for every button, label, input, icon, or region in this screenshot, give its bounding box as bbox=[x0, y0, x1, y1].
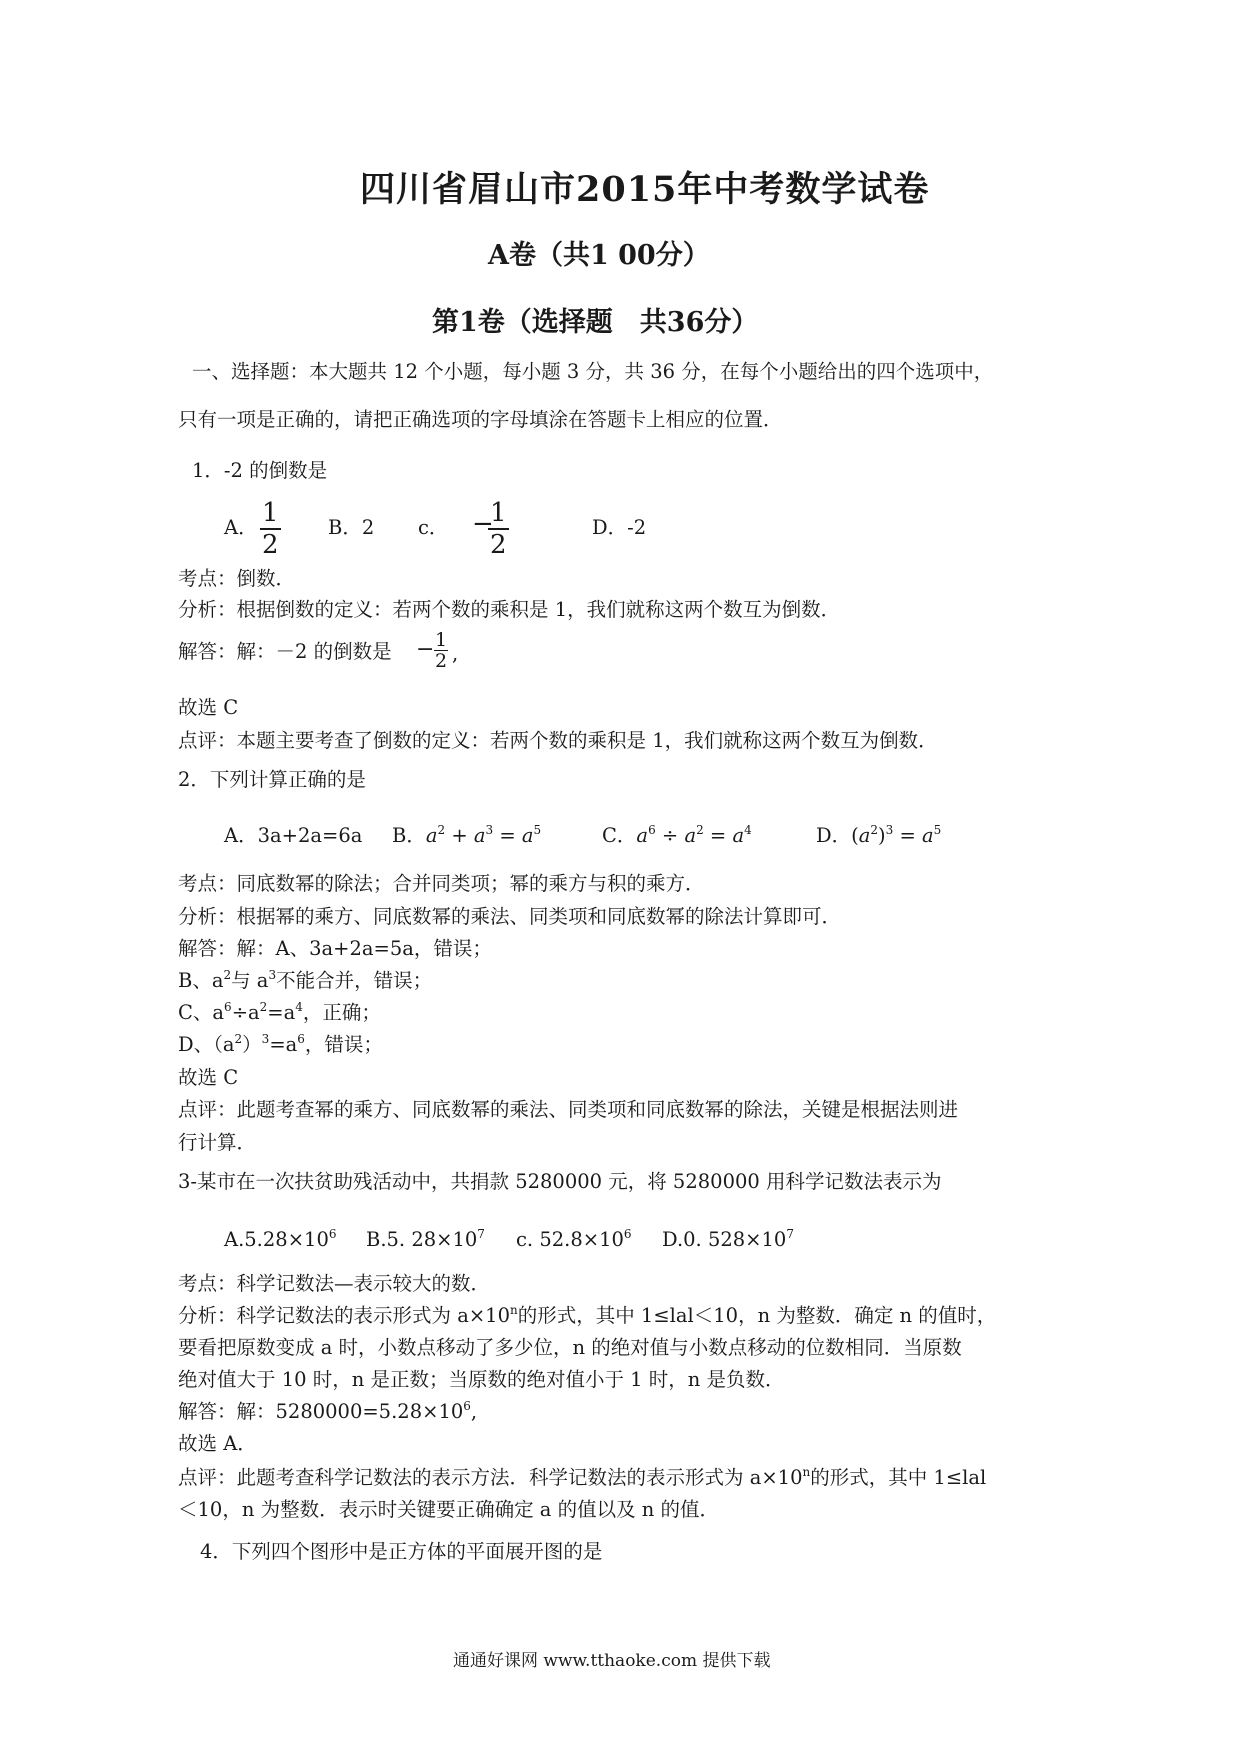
q1-kaodian: 考点：倒数． bbox=[178, 567, 296, 590]
exam-page: 四川省眉山市2015年中考数学试卷 A卷（共1 00分） 第1卷（选择题 共36分） 一、选择题：本大题共 12 个小题，每小题 3 分，共 36 分，在每个小题给出的四个选项中， 只有一项是正确的，请把正确选项的字母填涂在答题卡上相应的位置． 1．-2 的倒数是 A． $\frac{1}{2}$ B．2 c． − $\frac{1}{2}$ D．-2 考点：倒数． 分析：根据倒数的定义：若两个数的乘积是 1，我们就称这两个数互为倒数． 解答：解：－2 的倒数是 − $\frac{1}{2}$ , 故选 C 点评：本题主要考查了倒数的定义：若两个数的乘积是 1，我们就称这两个数互为倒数． 2．下列计算正确的是 A．3a+2a=6a B．$a^2 + a^3 = a^5$ C．$a^6 \div a^2 = a^4$ D．$(a^2)^3 = a^5$ 考点：同底数幂的除法；合并同类项；幂的乘方与积的乘方． 分析：根据幂的乘方、同底数幂的乘法、同类项和同底数幂的除法计算即可． 解答：解：A、3a+2a=5a，错误； B、$a^2$与 $a^3$不能合并，错误； C、$a^6\div a^2=a^4$，正确； D、$(a^2)^3=a^6$，错误； 故选 C 点评：此题考查幂的乘方、同底数幂的乘法、同类项和同底数幂的除法，关键是根据法则进 行计算． 3-某市在一次扶贫助残活动中，共捐款 5280000 元，将 5280000 用科学记数法表示为 $A.5.28\times 10^6$ B.5. $28\times 10^7$ c. $52.8\times 10^6$ D.0. $528\times 10^7$ 考点：科学记数法—表示较大的数． 分析：科学记数法的表示形式为 $a\times 10^n$的形式，其中 1≤lal＜10，n 为整数．确定 n 的值时， 要看把原数变成 a 时，小数点移动了多少位，n 的绝对值与小数点移动的位数相同．当原数 绝对值大于 10 时，n 是正数；当原数的绝对值小于 1 时，n 是负数． 解答：解：$5280000=5.28\times 10^6$, 故选 A． 点评：此题考查科学记数法的表示方法．科学记数法的表示形式为 $a\times 10^n$的形式，其中 1≤lal ＜10，n 为整数．表示时关键要正确确定 a 的值以及 n 的值． 4．下列四个图形中是正方体的平面展开图的是 通通好课网 www.tthaoke.com 提供下载 bbox=[0, 0, 1240, 1754]
q3-answer: 故选 A． bbox=[178, 1432, 257, 1455]
q1-jieda-fraction: $\frac{1}{2}$ bbox=[435, 629, 448, 672]
q3-stem: 3-某市在一次扶贫助残活动中，共捐款 5280000 元，将 5280000 用科学记数法表示为 bbox=[178, 1170, 942, 1193]
q3-fenxi-1: 分析：科学记数法的表示形式为 $a\times 10^n$的形式，其中 1≤lal＜10，n 为整数．确定 n 的值时， bbox=[178, 1303, 997, 1327]
q1-option-d: D．-2 bbox=[592, 516, 647, 539]
q2-fenxi: 分析：根据幂的乘方、同底数幂的乘法、同类项和同底数幂的除法计算即可． bbox=[178, 905, 842, 928]
q2-line-c: C、$a^6\div a^2=a^4$，正确； bbox=[178, 1000, 381, 1024]
q3-option-c: c. $52.8\times 10^6$ bbox=[516, 1227, 632, 1251]
q1-option-b: B．2 bbox=[328, 516, 375, 539]
q3-kaodian: 考点：科学记数法—表示较大的数． bbox=[178, 1272, 491, 1295]
q3-jieda: 解答：解：$5280000=5.28\times 10^6$, bbox=[178, 1399, 478, 1423]
q1-dianping: 点评：本题主要考查了倒数的定义：若两个数的乘积是 1，我们就称这两个数互为倒数． bbox=[178, 729, 938, 752]
q2-dianping-2: 行计算． bbox=[178, 1131, 257, 1154]
q1-answer: 故选 C bbox=[178, 696, 239, 719]
q3-option-a: $A.5.28\times 10^6$ bbox=[224, 1227, 337, 1251]
q2-option-a: A．3a+2a=6a bbox=[224, 824, 363, 847]
intro-line-1: 一、选择题：本大题共 12 个小题，每小题 3 分，共 36 分，在每个小题给出的四个选项中， bbox=[192, 360, 994, 383]
q4-stem: 4．下列四个图形中是正方体的平面展开图的是 bbox=[200, 1540, 603, 1563]
q1-option-a-fraction: $\frac{1}{2}$ bbox=[262, 498, 279, 560]
q2-option-c: C．$a^6 \div a^2 = a^4$ bbox=[602, 823, 752, 847]
page-footer: 通通好课网 www.tthaoke.com 提供下载 bbox=[453, 1651, 771, 1671]
q2-jieda: 解答：解：A、3a+2a=5a，错误； bbox=[178, 937, 492, 960]
intro-line-2: 只有一项是正确的，请把正确选项的字母填涂在答题卡上相应的位置． bbox=[178, 408, 783, 431]
q1-option-a: A． bbox=[224, 516, 258, 539]
q2-line-b: B、$a^2$与 $a^3$不能合并，错误； bbox=[178, 968, 433, 992]
q2-option-b: B．$a^2 + a^3 = a^5$ bbox=[392, 823, 542, 847]
q3-option-d: D.0. $528\times 10^7$ bbox=[662, 1227, 794, 1251]
q3-fenxi-2: 要看把原数变成 a 时，小数点移动了多少位，n 的绝对值与小数点移动的位数相同．当原数 bbox=[178, 1336, 962, 1359]
q1-fenxi: 分析：根据倒数的定义：若两个数的乘积是 1，我们就称这两个数互为倒数． bbox=[178, 598, 841, 621]
q2-kaodian: 考点：同底数幂的除法；合并同类项；幂的乘方与积的乘方． bbox=[178, 872, 705, 895]
q2-stem: 2．下列计算正确的是 bbox=[178, 768, 366, 791]
page-title: 四川省眉山市2015年中考数学试卷 bbox=[360, 169, 930, 210]
q2-option-d: D．$(a^2)^3 = a^5$ bbox=[816, 823, 942, 847]
section-a-title: A卷（共1 00分） bbox=[488, 240, 710, 271]
q1-option-c-sign: − bbox=[472, 509, 494, 539]
q1-option-c-fraction: $\frac{1}{2}$ bbox=[490, 498, 507, 560]
q1-stem: 1．-2 的倒数是 bbox=[192, 459, 328, 482]
q2-answer: 故选 C bbox=[178, 1066, 239, 1089]
q1-option-c: c． bbox=[418, 516, 449, 539]
volume-1-title: 第1卷（选择题 共36分） bbox=[432, 307, 759, 338]
q2-dianping-1: 点评：此题考查幂的乘方、同底数幂的乘法、同类项和同底数幂的除法，关键是根据法则进 bbox=[178, 1098, 959, 1121]
q3-fenxi-3: 绝对值大于 10 时，n 是正数；当原数的绝对值小于 1 时，n 是负数． bbox=[178, 1368, 785, 1391]
q3-dianping-1: 点评：此题考查科学记数法的表示方法．科学记数法的表示形式为 $a\times 10^n$的形式，其中 1≤lal bbox=[178, 1465, 987, 1489]
q3-dianping-2: ＜10，n 为整数．表示时关键要正确确定 a 的值以及 n 的值． bbox=[178, 1498, 720, 1521]
q3-option-b: B.5. $28\times 10^7$ bbox=[366, 1227, 485, 1251]
q2-line-d: D、$(a^2)^3=a^6$，错误； bbox=[178, 1032, 383, 1056]
